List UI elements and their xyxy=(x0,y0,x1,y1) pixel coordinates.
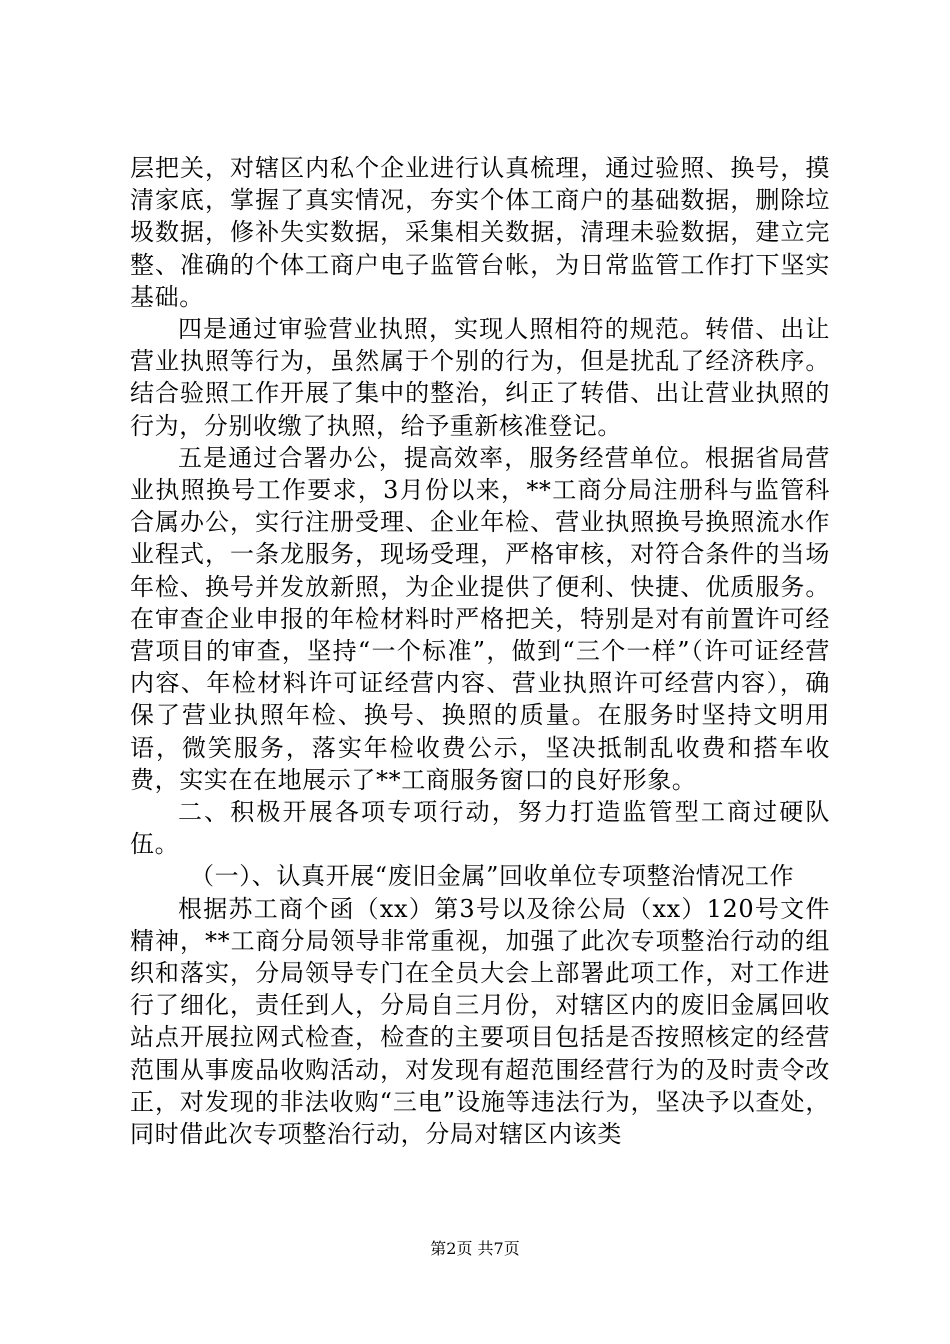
paragraph-point-four: 四是通过审验营业执照，实现人照相符的规范。转借、出让营业执照等行为，虽然属于个别的行为，但是扰乱了经济秩序。结合验照工作开展了集中的整治，纠正了转借、出让营业执照的行为，分别收缴了执照，给予重新核准登记。 xyxy=(130,315,830,440)
document-body xyxy=(130,152,830,1150)
section-heading-two: 二、积极开展各项专项行动，努力打造监管型工商过硬队伍。 xyxy=(130,798,830,859)
paragraph-continuation: 层把关，对辖区内私个企业进行认真梳理，通过验照、换号，摸清家底，掌握了真实情况，夯实个体工商户的基础数据，删除垃圾数据，修补失实数据，采集相关数据，清理未验数据，建立完整、准确的个体工商户电子监管台帐，为日常监管工作打下坚实基础。 xyxy=(130,154,830,311)
paragraph-point-five: 五是通过合署办公，提高效率，服务经营单位。根据省局营业执照换号工作要求，3月份以来，**工商分局注册科与监管科合属办公，实行注册受理、企业年检、营业执照换号换照流水作业程式，一条龙服务，现场受理，严格审核，对符合条件的当场年检、换号并发放新照，为企业提供了便利、快捷、优质服务。在审查企业申报的年检材料时严格把关，特别是对有前置许可经营项目的审查，坚持“一个标准”，做到“三个一样”（许可证经营内容、年检材料许可证经营内容、营业执照许可经营内容），确保了营业执照年检、换号、换照的质量。在服务时坚持文明用语，微笑服务，落实年检收费公示，坚决抵制乱收费和搭车收费，实实在在地展示了**工商服务窗口的良好形象。 xyxy=(130,443,830,794)
subsection-heading-one: （一）、认真开展“废旧金属”回收单位专项整治情况工作 xyxy=(190,862,795,891)
paragraph-scrap-metal: 根据苏工商个函（xx）第3号以及徐公局（xx）120号文件精神，**工商分局领导非常重视，加强了此次专项整治行动的组织和落实，分局领导专门在全员大会上部署此项工作，对工作进行了细化，责任到人，分局自三月份，对辖区内的废旧金属回收站点开展拉网式检查，检查的主要项目包括是否按照核定的经营范围从事废品收购活动，对发现有超范围经营行为的及时责令改正，对发现的非法收购“三电”设施等违法行为，坚决予以查处，同时借此次专项整治行动，分局对辖区内该类 xyxy=(130,894,830,1149)
page-number-footer: 第2页 共7页 xyxy=(430,1239,520,1258)
